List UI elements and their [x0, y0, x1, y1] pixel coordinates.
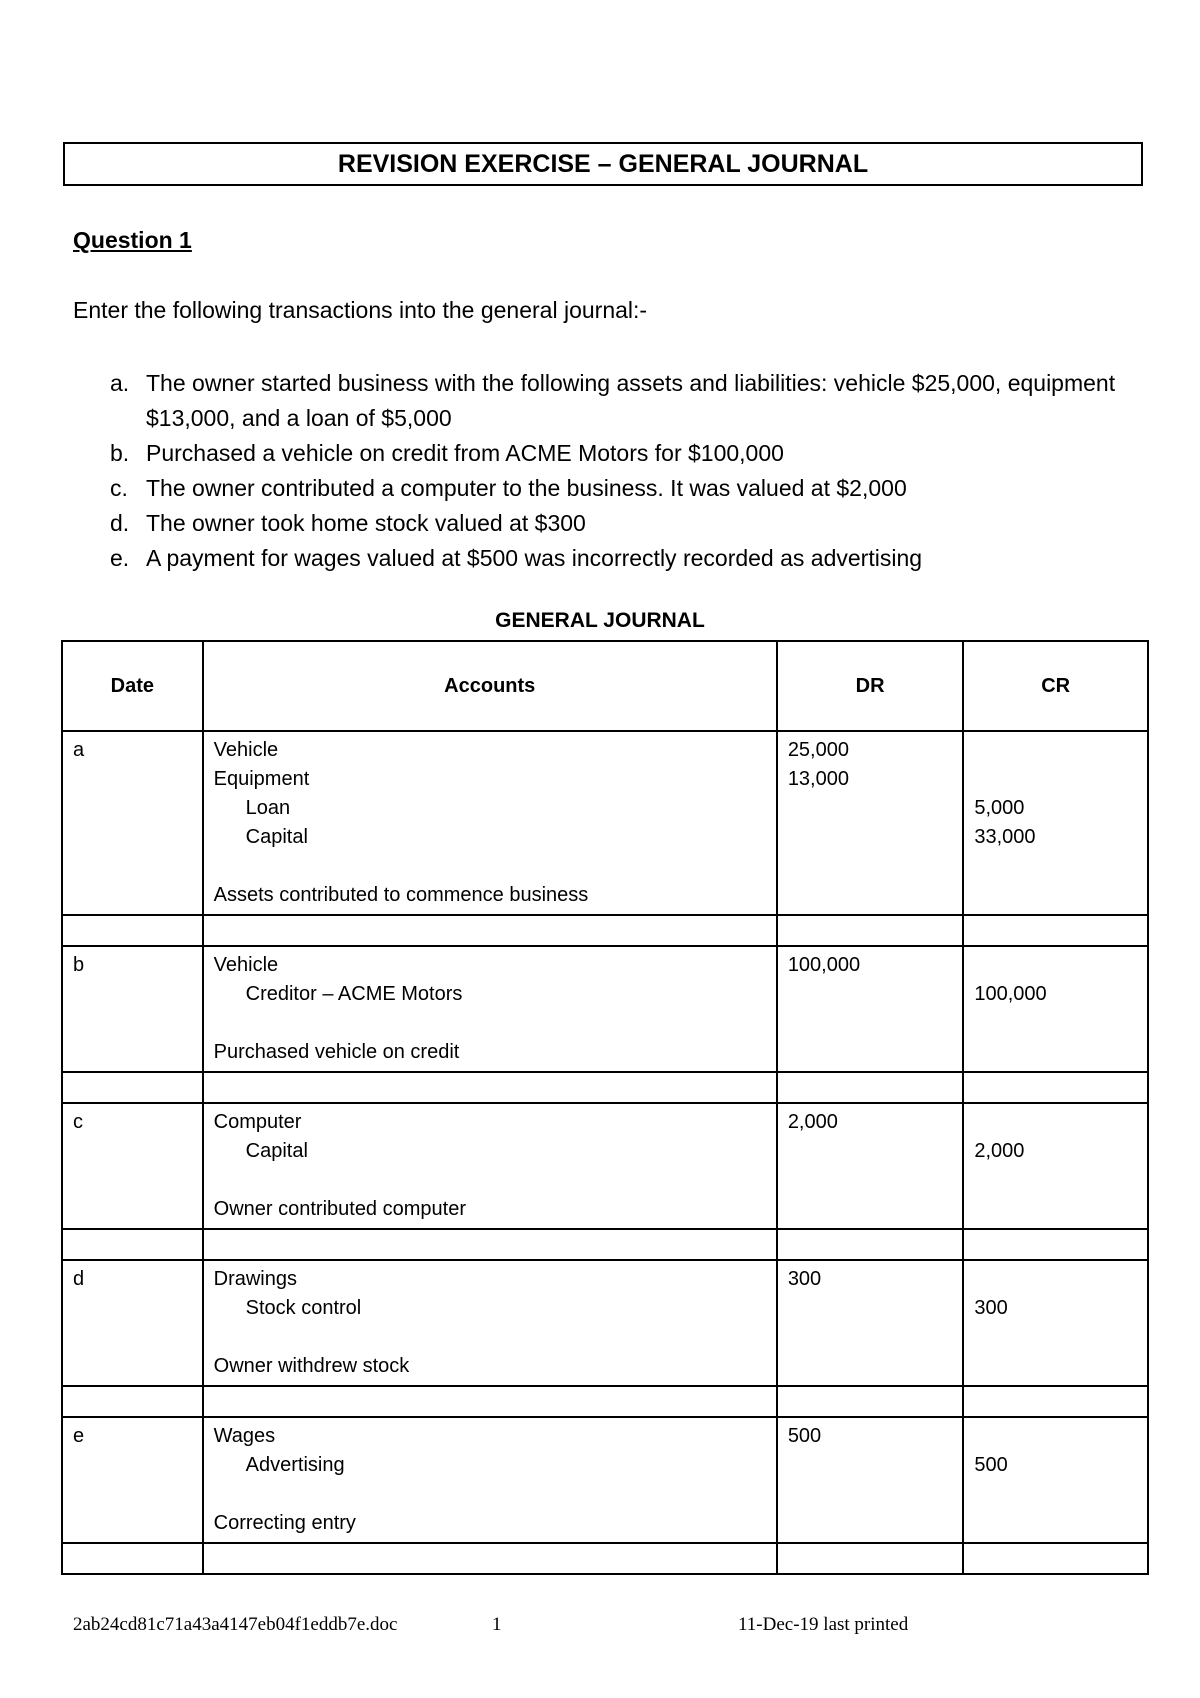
question-heading: Question 1 — [73, 227, 192, 253]
entry-cr — [963, 1417, 1148, 1543]
spacer-cell — [963, 1386, 1148, 1417]
footer-printed: 11-Dec-19 last printed — [738, 1614, 909, 1635]
account-line: Owner withdrew stock — [213, 1355, 410, 1377]
spacer-cell — [963, 1072, 1148, 1103]
entry-dr — [777, 1103, 964, 1229]
credit-amount — [974, 1509, 1137, 1538]
account-line: Creditor – ACME Motors — [245, 983, 463, 1005]
entry-accounts — [203, 946, 777, 1072]
list-item — [110, 541, 1140, 576]
spacer-cell — [62, 1386, 203, 1417]
list-item — [110, 506, 1140, 541]
account-line — [214, 1166, 766, 1195]
credit-amount: 100,000 — [974, 983, 1047, 1005]
journal-entry-row — [62, 1417, 1148, 1543]
spacer-cell — [777, 1072, 964, 1103]
debit-amount — [788, 1137, 953, 1166]
entry-date-text: e — [73, 1425, 85, 1447]
journal-entry-row — [62, 1103, 1148, 1229]
journal-entry-row — [62, 1260, 1148, 1386]
entry-date-text: d — [73, 1268, 85, 1290]
spacer-cell — [62, 1229, 203, 1260]
credit-amount: 2,000 — [974, 1140, 1025, 1162]
entry-date-text: b — [73, 954, 85, 976]
account-line: Vehicle — [213, 954, 279, 976]
list-letter: e. — [110, 545, 130, 571]
spacer-cell — [62, 1072, 203, 1103]
transaction-text: The owner contributed a computer to the business. It was valued at $2,000 — [146, 475, 907, 501]
credit-amount — [974, 1265, 1137, 1294]
credit-amount — [974, 1108, 1137, 1137]
list-item — [110, 436, 1140, 471]
header-dr: DR — [777, 641, 964, 731]
credit-amount — [974, 1166, 1137, 1195]
account-line — [214, 1323, 766, 1352]
account-line: Correcting entry — [213, 1512, 356, 1534]
spacer-row — [62, 1072, 1148, 1103]
debit-amount — [788, 1166, 953, 1195]
debit-amount: 100,000 — [787, 954, 861, 976]
spacer-row — [62, 1386, 1148, 1417]
debit-amount: 500 — [787, 1425, 822, 1447]
credit-amount: 500 — [974, 1454, 1008, 1476]
transaction-text: The owner took home stock valued at $300 — [146, 510, 586, 536]
debit-amount — [788, 823, 953, 852]
debit-amount — [788, 1451, 953, 1480]
entry-cr — [963, 1260, 1148, 1386]
entry-dr — [777, 1417, 964, 1543]
debit-amount — [788, 1009, 953, 1038]
spacer-cell — [203, 1543, 777, 1574]
entry-dr — [777, 731, 964, 915]
entry-accounts — [203, 1417, 777, 1543]
debit-amount: 13,000 — [787, 768, 849, 790]
account-line: Stock control — [245, 1297, 362, 1319]
journal-title: GENERAL JOURNAL — [495, 609, 705, 632]
account-line: Drawings — [213, 1268, 297, 1290]
account-line: Capital — [245, 826, 308, 848]
debit-amount — [788, 881, 953, 910]
credit-amount: 5,000 — [974, 797, 1025, 819]
account-line: Vehicle — [213, 739, 279, 761]
spacer-cell — [777, 1543, 964, 1574]
spacer-cell — [777, 1386, 964, 1417]
transaction-list — [110, 366, 1140, 576]
credit-amount — [974, 736, 1137, 765]
spacer-row — [62, 915, 1148, 946]
spacer-row — [62, 1543, 1148, 1574]
list-letter: c. — [110, 475, 128, 501]
spacer-cell — [203, 1386, 777, 1417]
credit-amount — [974, 1323, 1137, 1352]
account-line: Loan — [245, 797, 291, 819]
header-cr: CR — [963, 641, 1148, 731]
debit-amount — [788, 1509, 953, 1538]
credit-amount: 33,000 — [974, 826, 1036, 848]
account-line: Capital — [245, 1140, 308, 1162]
table-header-row — [62, 641, 1148, 731]
entry-date-text: a — [73, 739, 85, 761]
debit-amount: 2,000 — [787, 1111, 838, 1133]
entry-date — [62, 1260, 203, 1386]
entry-cr — [963, 1103, 1148, 1229]
credit-amount — [974, 1195, 1137, 1224]
credit-amount — [974, 951, 1137, 980]
debit-amount: 300 — [787, 1268, 822, 1290]
credit-amount — [974, 1038, 1137, 1067]
footer-filename: 2ab24cd81c71a43a4147eb04f1eddb7e.doc — [73, 1614, 398, 1635]
list-item — [110, 366, 1140, 436]
account-line — [214, 1009, 766, 1038]
spacer-cell — [777, 1229, 964, 1260]
debit-amount — [788, 980, 953, 1009]
spacer-cell — [777, 915, 964, 946]
debit-amount — [788, 852, 953, 881]
spacer-cell — [963, 1229, 1148, 1260]
credit-amount — [974, 765, 1137, 794]
entry-date — [62, 946, 203, 1072]
spacer-cell — [203, 1072, 777, 1103]
account-line: Wages — [213, 1425, 276, 1447]
transaction-text: A payment for wages valued at $500 was incorrectly recorded as advertising — [146, 545, 923, 571]
account-line — [214, 1480, 766, 1509]
entry-date — [62, 1417, 203, 1543]
journal-entry-row — [62, 946, 1148, 1072]
entry-cr — [963, 946, 1148, 1072]
entry-accounts — [203, 1103, 777, 1229]
debit-amount: 25,000 — [787, 739, 849, 761]
spacer-cell — [62, 915, 203, 946]
transaction-text: Purchased a vehicle on credit from ACME Motors for $100,000 — [146, 440, 784, 466]
credit-amount — [974, 1009, 1137, 1038]
entry-date-text: c — [73, 1111, 83, 1133]
spacer-cell — [963, 1543, 1148, 1574]
general-journal-table — [61, 640, 1149, 1575]
spacer-cell — [62, 1543, 203, 1574]
journal-body — [62, 731, 1148, 1574]
debit-amount — [788, 1038, 953, 1067]
debit-amount — [788, 1352, 953, 1381]
account-line: Equipment — [213, 768, 310, 790]
entry-date — [62, 731, 203, 915]
entry-cr — [963, 731, 1148, 915]
transaction-text: The owner started business with the following assets and liabilities: vehicle $25,000, equipment $13,000, and a loan of $5,000 — [146, 370, 1116, 431]
journal-entry-row — [62, 731, 1148, 915]
list-letter: a. — [110, 370, 130, 396]
credit-amount — [974, 1480, 1137, 1509]
instruction-text: Enter the following transactions into the general journal:- — [73, 297, 648, 323]
entry-dr — [777, 946, 964, 1072]
debit-amount — [788, 1195, 953, 1224]
account-line: Advertising — [245, 1454, 345, 1476]
document-title: REVISION EXERCISE – GENERAL JOURNAL — [63, 142, 1143, 186]
entry-date — [62, 1103, 203, 1229]
debit-amount — [788, 1294, 953, 1323]
credit-amount — [974, 852, 1137, 881]
spacer-cell — [203, 1229, 777, 1260]
credit-amount — [974, 881, 1137, 910]
header-accounts: Accounts — [203, 641, 777, 731]
credit-amount — [974, 1352, 1137, 1381]
list-letter: b. — [110, 440, 130, 466]
debit-amount — [788, 794, 953, 823]
account-line — [214, 852, 766, 881]
credit-amount: 300 — [974, 1297, 1008, 1319]
debit-amount — [788, 1323, 953, 1352]
credit-amount — [974, 1422, 1137, 1451]
list-letter: d. — [110, 510, 130, 536]
account-line: Owner contributed computer — [213, 1198, 466, 1220]
footer-page-number: 1 — [492, 1614, 502, 1635]
entry-accounts — [203, 731, 777, 915]
entry-accounts — [203, 1260, 777, 1386]
account-line: Computer — [213, 1111, 302, 1133]
spacer-cell — [963, 915, 1148, 946]
account-line: Assets contributed to commence business — [213, 884, 589, 906]
account-line: Purchased vehicle on credit — [213, 1041, 460, 1063]
spacer-cell — [203, 915, 777, 946]
entry-dr — [777, 1260, 964, 1386]
debit-amount — [788, 1480, 953, 1509]
list-item — [110, 471, 1140, 506]
header-date: Date — [62, 641, 203, 731]
spacer-row — [62, 1229, 1148, 1260]
